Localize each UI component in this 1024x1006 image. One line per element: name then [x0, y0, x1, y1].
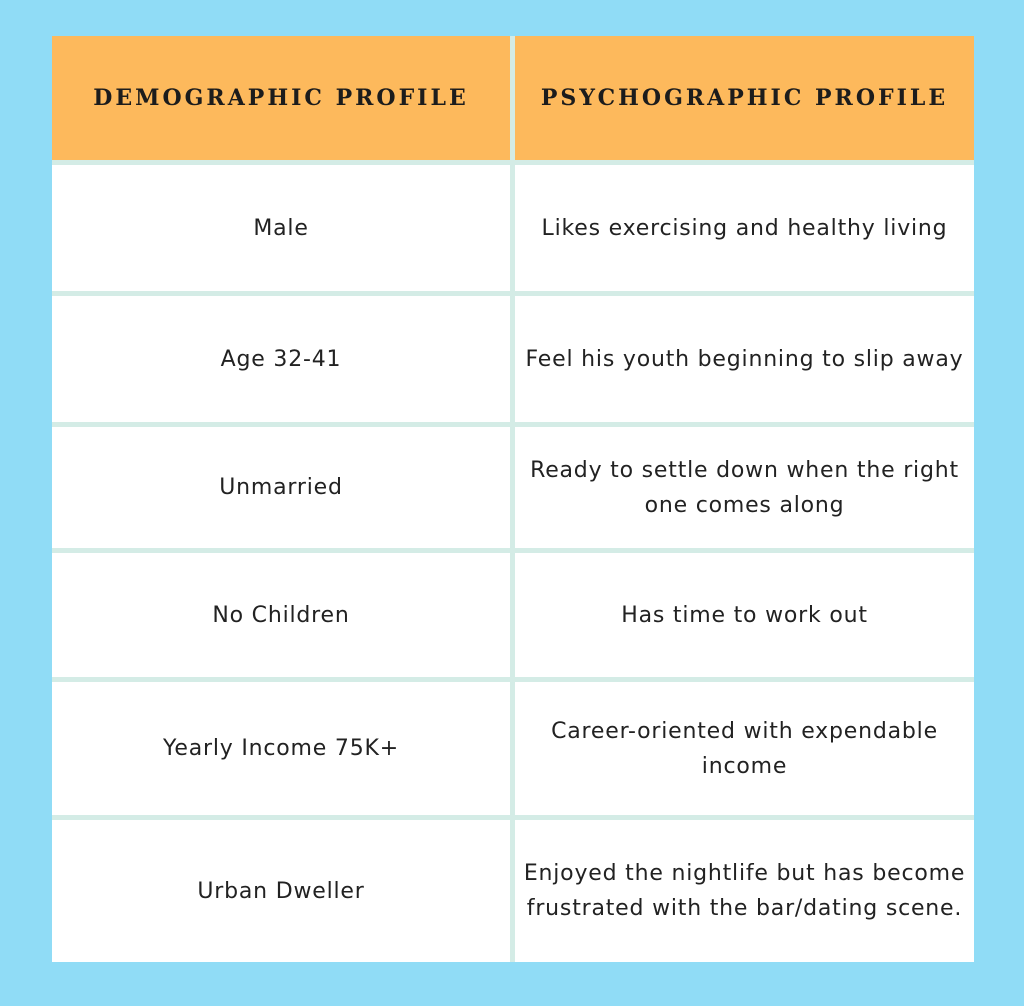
- psychographic-cell-youth: Feel his youth beginning to slip away: [515, 296, 974, 422]
- header-demographic-profile: DEMOGRAPHIC PROFILE: [52, 36, 510, 160]
- demographic-cell-residence: Urban Dweller: [52, 820, 510, 962]
- psychographic-text-career: Career-oriented with expendable income: [551, 718, 938, 779]
- demographic-cell-income: Yearly Income 75K+: [52, 682, 510, 815]
- psychographic-cell-work-out: Has time to work out: [515, 553, 974, 677]
- demographic-cell-marital-status: Unmarried: [52, 427, 510, 548]
- demographic-cell-children: No Children: [52, 553, 510, 677]
- psychographic-cell-exercise: Likes exercising and healthy living: [515, 165, 974, 291]
- psychographic-text-nightlife: Enjoyed the nightlife but has become frustrated with the bar/dating scene.: [523, 861, 966, 921]
- psychographic-cell-settle-down: [515, 427, 974, 548]
- demographic-cell-age: Age 32-41: [52, 296, 510, 422]
- profile-table: [52, 36, 974, 962]
- demographic-cell-gender: Male: [52, 165, 510, 291]
- psychographic-cell-career: [515, 682, 974, 815]
- psychographic-text-settle-down: Ready to settle down when the right one comes along: [530, 457, 959, 518]
- psychographic-cell-nightlife: [515, 820, 974, 962]
- header-psychographic-profile: PSYCHOGRAPHIC PROFILE: [515, 36, 974, 160]
